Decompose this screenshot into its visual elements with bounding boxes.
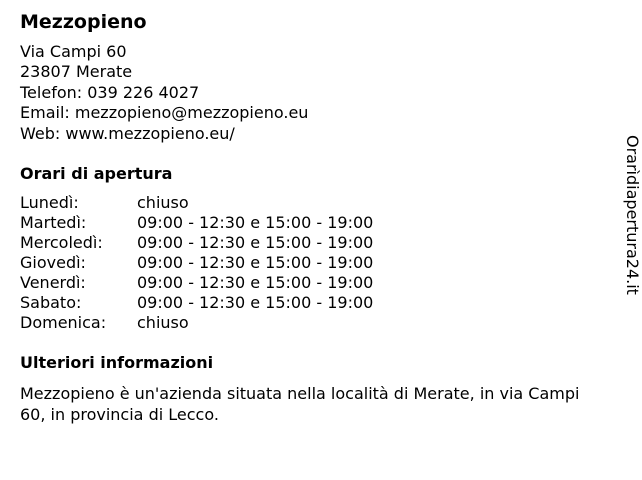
day-hours: chiuso <box>137 193 189 213</box>
web-line: Web: www.mezzopieno.eu/ <box>20 123 235 143</box>
day-label: Lunedì: <box>20 193 79 213</box>
address-city: 23807 Merate <box>20 62 133 82</box>
hours-row-friday <box>20 273 590 293</box>
hours-title: Orari di apertura <box>20 164 173 184</box>
info-description: Mezzopieno è un'azienda situata nella località di Merate, in via Campi 60, in provincia di Lecco. <box>20 384 580 425</box>
hours-row-monday <box>20 193 590 213</box>
day-label: Mercoledì: <box>20 233 103 253</box>
business-card <box>20 10 590 441</box>
day-hours: 09:00 - 12:30 e 15:00 - 19:00 <box>137 213 374 233</box>
contact-block <box>20 42 590 144</box>
day-hours: 09:00 - 12:30 e 15:00 - 19:00 <box>137 293 374 313</box>
hours-row-sunday <box>20 313 590 333</box>
phone-line: Telefon: 039 226 4027 <box>20 82 200 102</box>
day-hours: 09:00 - 12:30 e 15:00 - 19:00 <box>137 273 374 293</box>
email-line: Email: mezzopieno@mezzopieno.eu <box>20 103 309 123</box>
address-street: Via Campi 60 <box>20 42 127 61</box>
day-hours: 09:00 - 12:30 e 15:00 - 19:00 <box>137 253 374 273</box>
hours-row-tuesday <box>20 213 590 233</box>
day-label: Martedì: <box>20 213 87 233</box>
info-title: Ulteriori informazioni <box>20 353 214 373</box>
day-label: Sabato: <box>20 293 82 313</box>
day-label: Giovedì: <box>20 253 86 273</box>
hours-row-saturday <box>20 293 590 313</box>
day-hours: 09:00 - 12:30 e 15:00 - 19:00 <box>137 233 374 253</box>
day-label: Venerdì: <box>20 273 86 293</box>
hours-table <box>20 193 590 333</box>
day-hours: chiuso <box>137 313 189 333</box>
hours-row-thursday <box>20 253 590 273</box>
day-label: Domenica: <box>20 313 107 333</box>
brand-watermark: Orarìdiapertura24.it <box>623 135 642 295</box>
business-name: Mezzopieno <box>20 11 147 33</box>
hours-row-wednesday <box>20 233 590 253</box>
